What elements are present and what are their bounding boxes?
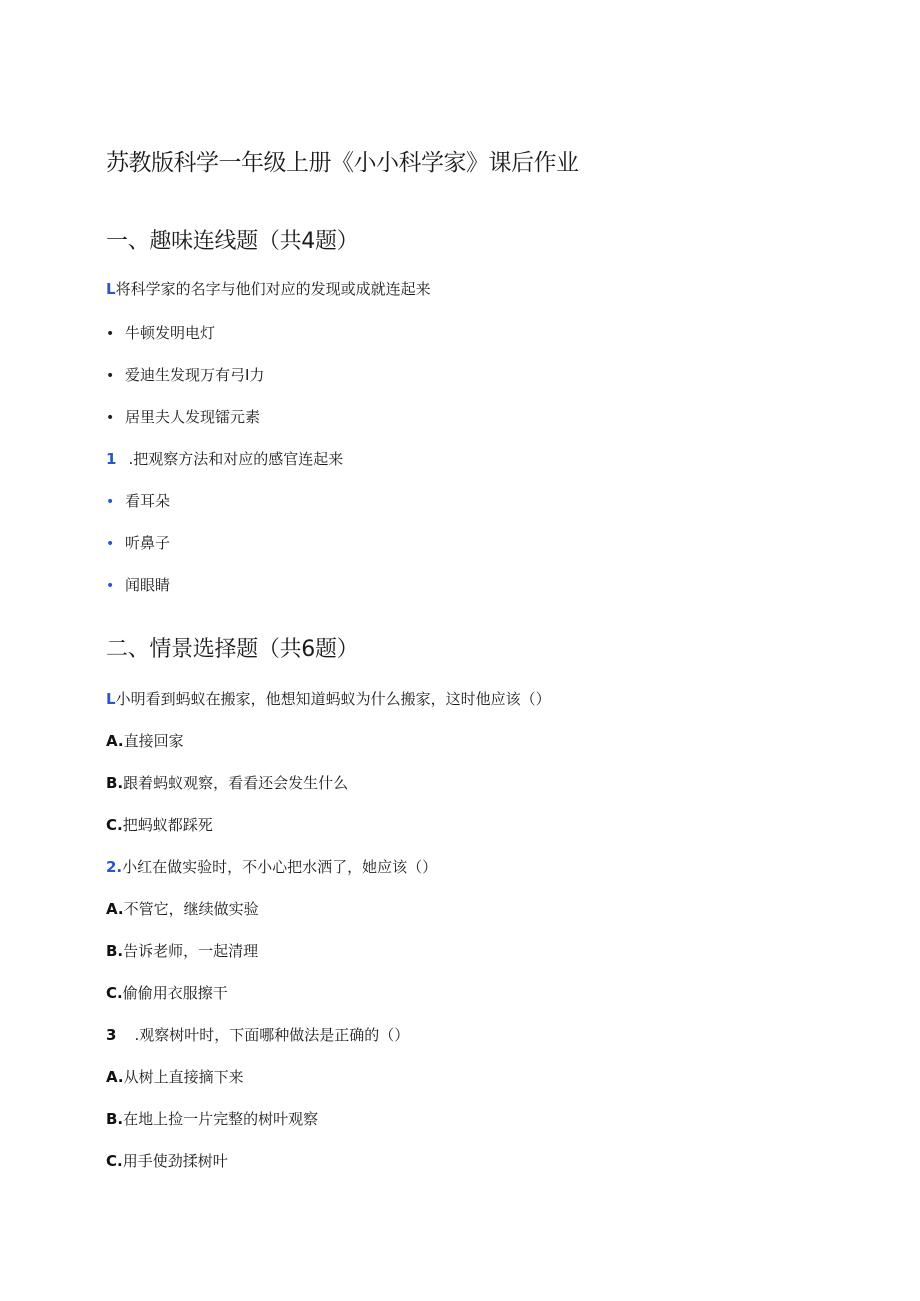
question-text: .把观察方法和对应的感官连起来 bbox=[128, 450, 344, 468]
option-b bbox=[106, 772, 348, 794]
question-text: 将科学家的名字与他们对应的发现或成就连起来 bbox=[115, 280, 431, 298]
list-item bbox=[106, 574, 170, 597]
list-item bbox=[106, 364, 264, 387]
option-label: B. bbox=[106, 942, 124, 960]
question-text: .观察树叶时，下面哪种做法是正确的（） bbox=[134, 1026, 410, 1044]
question-2-1 bbox=[106, 688, 551, 710]
question-number: L bbox=[106, 280, 116, 298]
option-text: 从树上直接摘下来 bbox=[123, 1068, 244, 1086]
option-label: A. bbox=[106, 732, 124, 750]
option-text: 直接回家 bbox=[123, 732, 184, 750]
option-text: 偷偷用衣服擦干 bbox=[122, 984, 228, 1002]
bullet-icon: • bbox=[106, 410, 115, 426]
list-item-text: 闻眼睛 bbox=[125, 576, 171, 594]
option-label: B. bbox=[106, 1110, 124, 1128]
option-b bbox=[106, 940, 258, 962]
option-a bbox=[106, 898, 259, 920]
section-heading-matching: 一、趣味连线题（共4题） bbox=[106, 229, 359, 254]
option-label: A. bbox=[106, 900, 124, 918]
option-c bbox=[106, 982, 228, 1004]
option-a bbox=[106, 730, 184, 752]
option-text: 告诉老师，一起清理 bbox=[123, 942, 259, 960]
question-text: 小红在做实验时，不小心把水洒了，她应该（） bbox=[122, 858, 438, 876]
option-label: A. bbox=[106, 1068, 124, 1086]
list-item bbox=[106, 406, 260, 429]
question-text: 小明看到蚂蚁在搬家，他想知道蚂蚁为什么搬家，这时他应该（） bbox=[115, 690, 551, 708]
list-item bbox=[106, 490, 170, 513]
question-2-3 bbox=[106, 1024, 409, 1046]
option-text: 在地上捡一片完整的树叶观察 bbox=[123, 1110, 319, 1128]
bullet-icon: • bbox=[106, 494, 115, 510]
bullet-icon: • bbox=[106, 536, 115, 552]
list-item-text: 居里夫人发现镭元素 bbox=[125, 408, 261, 426]
bullet-icon: • bbox=[106, 368, 115, 384]
option-label: B. bbox=[106, 774, 124, 792]
list-item bbox=[106, 532, 170, 555]
option-b bbox=[106, 1108, 318, 1130]
list-item-text: 听鼻子 bbox=[125, 534, 171, 552]
option-text: 把蚂蚁都踩死 bbox=[122, 816, 213, 834]
list-item-text: 牛顿发明电灯 bbox=[125, 324, 216, 342]
question-2-2 bbox=[106, 856, 437, 878]
list-item-text: 看耳朵 bbox=[125, 492, 171, 510]
option-c bbox=[106, 814, 213, 836]
bullet-icon: • bbox=[106, 326, 115, 342]
option-text: 跟着蚂蚁观察，看看还会发生什么 bbox=[123, 774, 349, 792]
option-label: C. bbox=[106, 984, 123, 1002]
option-a bbox=[106, 1066, 244, 1088]
question-1-2 bbox=[106, 448, 343, 470]
question-number: 2. bbox=[106, 858, 123, 876]
list-item bbox=[106, 322, 215, 345]
option-text: 用手使劲揉树叶 bbox=[122, 1152, 228, 1170]
document-title: 苏教版科学一年级上册《小小科学家》课后作业 bbox=[106, 150, 579, 176]
section-heading-choice: 二、情景选择题（共6题） bbox=[106, 637, 359, 662]
option-label: C. bbox=[106, 1152, 123, 1170]
question-number: 3 bbox=[106, 1026, 117, 1044]
option-text: 不管它，继续做实验 bbox=[123, 900, 259, 918]
option-c bbox=[106, 1150, 228, 1172]
bullet-icon: • bbox=[106, 578, 115, 594]
question-number: L bbox=[106, 690, 116, 708]
option-label: C. bbox=[106, 816, 123, 834]
list-item-text: 爱迪生发现万有弓I力 bbox=[125, 366, 265, 384]
question-number: 1 bbox=[106, 450, 117, 468]
question-1-1 bbox=[106, 278, 431, 300]
